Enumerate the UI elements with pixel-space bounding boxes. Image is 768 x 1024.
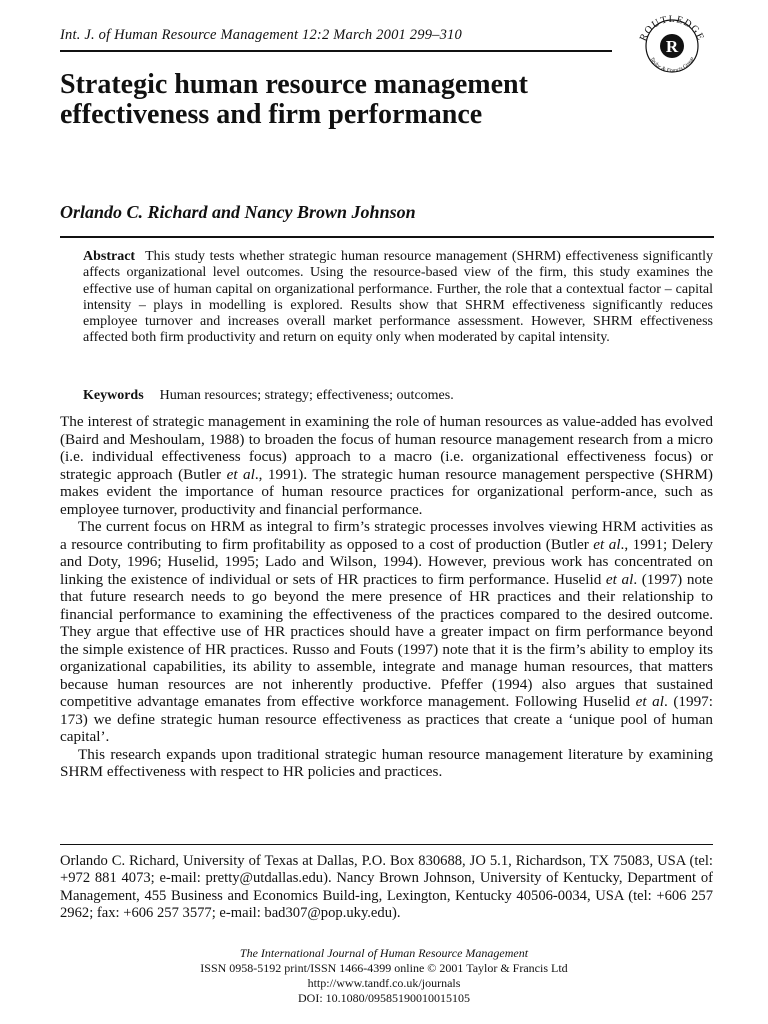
keywords-label: Keywords — [83, 388, 144, 403]
header-rule — [60, 50, 612, 52]
authors-rule — [60, 236, 714, 238]
abstract-text: This study tests whether strategic human resource management (SHRM) effectiveness significantly affects organizational level outcomes. Using the resource-based view of the firm, this study examines the effective use of human capital on organizational performance. Further, the role that a contextual factor – capital intensity – plays in modelling is explored. Results show that SHRM effectiveness significantly reduces employee turnover and increases overall market performance assessment. However, SHRM effectiveness affected both firm productivity and return on equity only when moderated by capital intensity. — [83, 249, 713, 346]
doi-line: DOI: 10.1080/09585190010015105 — [298, 991, 470, 1005]
keywords-text: Human resources; strategy; effectiveness; outcomes. — [159, 388, 454, 403]
abstract-label: Abstract — [83, 249, 136, 264]
article-title: Strategic human resource management effectiveness and firm performance — [60, 69, 528, 130]
issn-line: ISSN 0958-5192 print/ISSN 1466-4399 online © 2001 Taylor & Francis Ltd — [200, 961, 568, 975]
journal-name: The International Journal of Human Resource Management — [239, 946, 529, 960]
footnote-rule — [60, 844, 713, 845]
keywords — [83, 387, 713, 404]
article-authors: Orlando C. Richard and Nancy Brown Johnson — [60, 202, 416, 222]
logo-subtext: Taylor & Francis Group — [648, 56, 696, 74]
logo-wordmark: ROUTLEDGE — [637, 13, 707, 43]
body-text — [60, 413, 713, 781]
running-head: Int. J. of Human Resource Management 12:2 March 2001 299–310 — [60, 27, 462, 43]
body-paragraph-3: This research expands upon traditional strategic human resource management literature by examining SHRM effectiveness with respect to HR policies and practices. — [60, 745, 713, 780]
colophon — [0, 946, 768, 1006]
journal-url: http://www.tandf.co.uk/journals — [307, 976, 461, 990]
routledge-logo-icon — [632, 8, 712, 74]
logo-letter: R — [665, 37, 679, 56]
abstract — [83, 249, 713, 347]
body-paragraph-2: The current focus on HRM as integral to firm’s strategic processes involves viewing HRM activities as a resource contributing to firm profitability as opposed to a cost of production (Butler et al., 1991; Delery and Doty, 1996; Huselid, 1995; Lado and Wilson, 1994). However, previous work has concentrated on linking the existence of individual or sets of HR practices to firm performance. Huselid et al. (1997) note that future research needs to go beyond the mere presence of HR practices and their relationship to financial performance to examining the effectiveness of the practices compared to the desired outcome. They argue that effective use of HR practices should have a greater impact on firm performance beyond the simple existence of HR practices. Russo and Fouts (1997) note that it is the firm’s ability to employ its organizational capabilities, its ability to assemble, integrate and manage human resources, that matters because human resources are not inherently productive. Pfeffer (1994) also argues that sustained competitive advantage emanates from effective workforce management. Following Huselid et al. (1997: 173) we define strategic human resource effectiveness as practices that create a ‘unique pool of human capital’. — [60, 518, 714, 745]
body-paragraph-1: The interest of strategic management in examining the role of human resources as value-added has evolved (Baird and Meshoulam, 1988) to broaden the focus of human resource management research from a micro (i.e. individual effectiveness focus) approach to a macro (i.e. organizational effectiveness focus) or strategic approach (Butler et al., 1991). The strategic human resource management perspective (SHRM) makes evident the importance of human resource practices for organizational perform-ance, such as employee turnover, productivity and financial performance. — [60, 413, 713, 518]
author-footnote: Orlando C. Richard, University of Texas at Dallas, P.O. Box 830688, JO 5.1, Richardson, TX 75083, USA (tel: +972 881 4073; e-mail: pretty@utdallas.edu). Nancy Brown Johnson, University of Kentucky, Department of Management, 455 Business and Economics Build-ing, Lexington, Kentucky 40506-0034, USA (tel: +606 257 2962; fax: +606 257 3577; e-mail: bad307@pop.uky.edu). — [60, 853, 713, 922]
